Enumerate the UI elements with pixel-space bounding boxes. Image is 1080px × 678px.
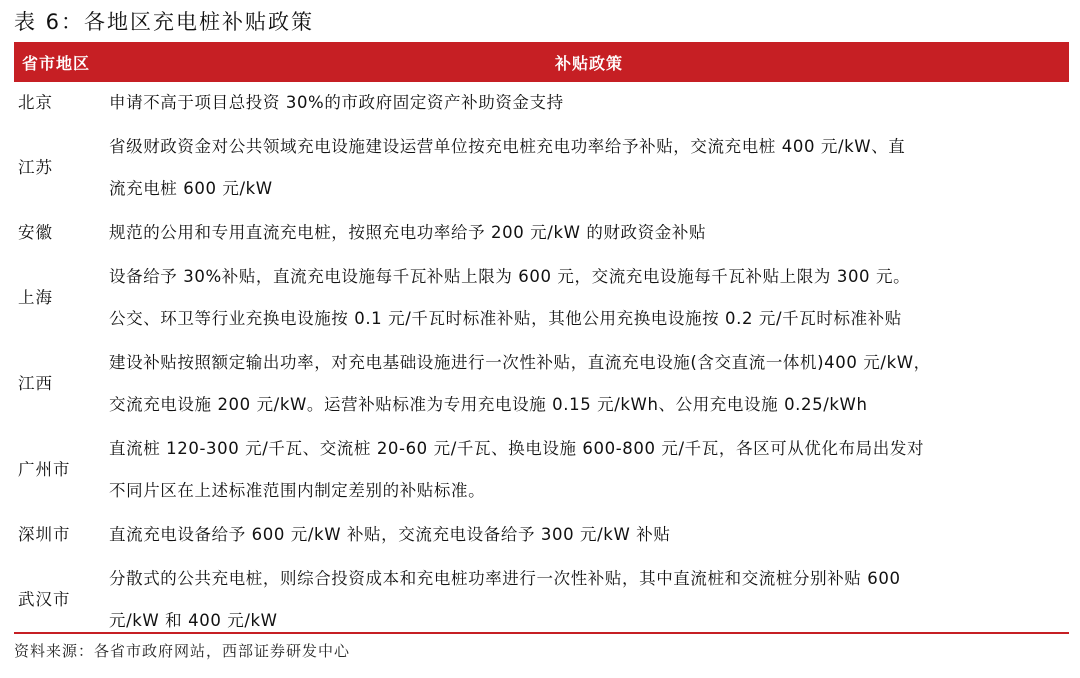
table-row (14, 341, 1069, 427)
policy-line: 元/kW 和 400 元/kW (109, 611, 278, 630)
policy-cell (109, 211, 1069, 255)
table-row (14, 255, 1069, 341)
policy-line: 建设补贴按照额定输出功率，对充电基础设施进行一次性补贴，直流充电设施(含交直流一体机)400 元/kW， (109, 353, 931, 372)
region-cell: 北京 (14, 82, 109, 125)
table-header (14, 42, 1069, 82)
table-row (14, 427, 1069, 513)
source-note: 资料来源：各省市政府网站，西部证券研发中心 (14, 642, 351, 660)
policy-line: 分散式的公共充电桩，则综合投资成本和充电桩功率进行一次性补贴，其中直流桩和交流桩分别补贴 600 (109, 569, 901, 588)
region-cell: 江西 (14, 341, 109, 427)
policy-line: 直流桩 120-300 元/千瓦、交流桩 20-60 元/千瓦、换电设施 600-800 元/千瓦，各区可从优化布局出发对 (109, 439, 925, 458)
policy-line: 规范的公用和专用直流充电桩，按照充电功率给予 200 元/kW 的财政资金补贴 (109, 223, 707, 242)
table-row (14, 557, 1069, 643)
header-region: 省市地区 (22, 53, 91, 73)
subsidy-policy-table (14, 42, 1069, 644)
policy-cell (109, 125, 1069, 211)
policy-line: 流充电桩 600 元/kW (109, 179, 273, 198)
policy-line: 省级财政资金对公共领域充电设施建设运营单位按充电桩充电功率给予补贴，交流充电桩 400 元/kW、直 (109, 137, 906, 156)
header-policy: 补贴政策 (554, 53, 623, 73)
policy-cell (109, 82, 1069, 125)
policy-cell (109, 513, 1069, 557)
header-row (14, 42, 1069, 82)
policy-line: 申请不高于项目总投资 30%的市政府固定资产补助资金支持 (109, 93, 564, 112)
policy-line: 直流充电设备给予 600 元/kW 补贴，交流充电设备给予 300 元/kW 补贴 (109, 525, 671, 544)
region-cell: 上海 (14, 255, 109, 341)
policy-line: 公交、环卫等行业充换电设施按 0.1 元/千瓦时标准补贴，其他公用充换电设施按 0.2 元/千瓦时标准补贴 (109, 309, 902, 328)
policy-cell (109, 557, 1069, 643)
policy-cell (109, 341, 1069, 427)
table-row (14, 513, 1069, 557)
table-title: 表 6：各地区充电桩补贴政策 (14, 10, 315, 34)
region-cell: 安徽 (14, 211, 109, 255)
policy-cell (109, 427, 1069, 513)
region-cell: 江苏 (14, 125, 109, 211)
region-cell: 武汉市 (14, 557, 109, 643)
region-cell: 深圳市 (14, 513, 109, 557)
policy-line: 不同片区在上述标准范围内制定差别的补贴标准。 (109, 481, 486, 500)
region-cell: 广州市 (14, 427, 109, 513)
policy-cell (109, 255, 1069, 341)
policy-line: 交流充电设施 200 元/kW。运营补贴标准为专用充电设施 0.15 元/kWh、公用充电设施 0.25/kWh (109, 395, 868, 414)
table-row (14, 211, 1069, 255)
table-row (14, 82, 1069, 125)
table-body (14, 82, 1069, 643)
table-bottom-rule (14, 632, 1069, 634)
table-row (14, 125, 1069, 211)
policy-line: 设备给予 30%补贴，直流充电设施每千瓦补贴上限为 600 元，交流充电设施每千瓦补贴上限为 300 元。 (109, 267, 911, 286)
